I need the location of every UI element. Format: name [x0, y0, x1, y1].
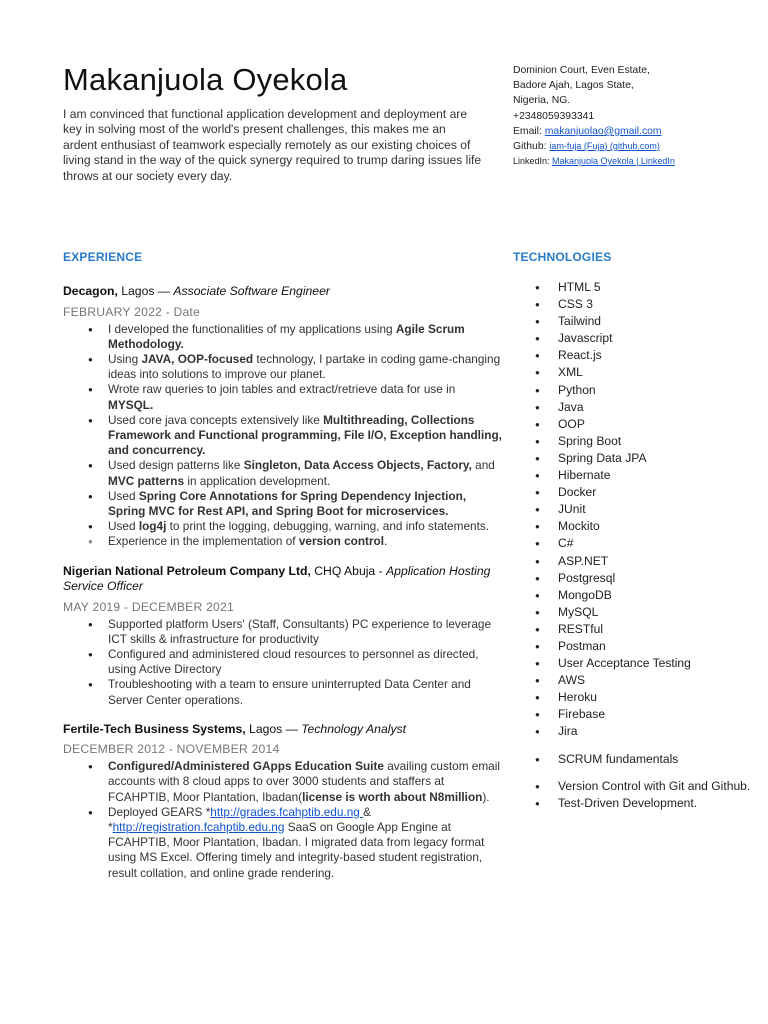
bullet-text: Used core java concepts extensively like: [108, 412, 324, 427]
job-bullet: [63, 519, 503, 534]
job-title: [63, 722, 503, 738]
bullet-text: Used: [108, 488, 139, 503]
email-row: [513, 124, 753, 139]
bullet-text: technology, I partake in coding game-changing ideas into solutions to improve our planet.: [108, 351, 501, 382]
job-title: [63, 564, 503, 595]
technology-item: ● Firebase: [513, 706, 753, 723]
technology-item: ● HTML 5: [513, 279, 753, 296]
technology-item: ● Docker: [513, 484, 753, 501]
bullet-text: Configured/Administered GApps Education Suite: [108, 759, 384, 774]
bullet-text: Using: [108, 351, 142, 366]
bullet-text: & *: [108, 804, 371, 835]
github-label: Github:: [513, 141, 550, 153]
job-bullet: [63, 489, 503, 519]
job-bullet: [63, 647, 503, 677]
bullet-text: Spring Core Annotations for Spring Dependency Injection, Spring MVC for Rest API, and Spring Boot for microservices.: [108, 488, 467, 518]
company-name: Nigerian National Petroleum Company Ltd,: [63, 563, 311, 578]
bullet-text: log4j: [138, 519, 167, 534]
bullet-text: and: [471, 458, 495, 473]
job-location: CHQ Abuja -: [310, 563, 387, 578]
technology-item: ● Tailwind: [513, 313, 753, 330]
email-label: Email:: [513, 125, 545, 137]
bullet-text: license is worth about N8million: [302, 789, 483, 804]
url-link[interactable]: http://registration.fcahptib.edu.ng: [112, 820, 285, 835]
job-role: Technology Analyst: [301, 721, 407, 736]
technology-item: ● Spring Boot: [513, 433, 753, 450]
job-bullet: [63, 322, 503, 352]
technology-item: ● SCRUM fundamentals: [513, 751, 753, 768]
bullet-text: MYSQL.: [108, 397, 154, 412]
technology-item: ● Spring Data JPA: [513, 450, 753, 467]
job-bullets: [63, 759, 503, 881]
job-location: Lagos —: [117, 284, 174, 298]
phone-number: +2348059393341: [513, 110, 595, 122]
bullet-text: Agile Scrum Methodology.: [108, 321, 465, 351]
github-row: [513, 139, 753, 154]
bullet-text: ).: [482, 789, 490, 804]
technology-item: ● XML: [513, 364, 753, 381]
bullet-text: I developed the functionalities of my applications using: [108, 321, 396, 336]
technology-item: ● React.js: [513, 347, 753, 364]
technologies-list: [513, 279, 753, 812]
bullet-text: Configured and administered cloud resources to personnel as directed, using Active Directory: [108, 646, 479, 677]
job-bullet: [63, 617, 503, 647]
technology-item: ● Jira: [513, 723, 753, 740]
company-name: Decagon,: [63, 284, 118, 298]
technologies-heading: TECHNOLOGIES: [513, 250, 612, 264]
technology-item: ● ASP.NET: [513, 553, 753, 570]
job-bullet: [63, 382, 503, 412]
technology-item: ● Heroku: [513, 689, 753, 706]
job-date: FEBRUARY 2022 - Date: [63, 304, 200, 319]
url-link[interactable]: http://grades.fcahptib.edu.ng: [210, 804, 364, 819]
job-date: MAY 2019 - DECEMBER 2021: [63, 599, 234, 614]
job-bullets: [63, 617, 503, 708]
technology-item: ● Hibernate: [513, 467, 753, 484]
experience-heading: EXPERIENCE: [63, 250, 143, 264]
bullet-text: SaaS on Google App Engine at FCAHPTIB, Moor Plantation, Ibadan. I migrated data from legacy format using MS Excel. Offering timely and integrity-based student registration, result collation, and online grade rendering.: [108, 820, 485, 880]
address-line-2: Badore Ajah, Lagos State,: [513, 80, 634, 92]
bullet-text: Troubleshooting with a team to ensure uninterrupted Data Center and Server Center operations.: [108, 677, 471, 707]
technology-item: ● Mockito: [513, 518, 753, 535]
job-entry: [63, 284, 503, 550]
technology-item: ● Java: [513, 399, 753, 416]
contact-block: [513, 63, 753, 169]
bullet-text: Supported platform Users' (Staff, Consultants) PC experience to leverage ICT skills & infrastructure for productivity: [108, 616, 492, 646]
technology-item: ● Javascript: [513, 330, 753, 347]
technology-item: ● JUnit: [513, 501, 753, 518]
linkedin-row: [513, 154, 753, 169]
bullet-text: Wrote raw queries to join tables and extract/retrieve data for use in: [108, 382, 456, 397]
technology-item: ● MySQL: [513, 604, 753, 621]
intro-summary: I am convinced that functional application development and deployment are key in solving most of the world's present challenges, this makes me an ardent enthusiast of teamwork especially remotely as our existing choices of living stand in the way of the quick synergy required to trump daring issues life throws at our society every day.: [63, 107, 482, 183]
bullet-text: Multithreading, Collections Framework and Functional programming, File I/O, Exception handling, and concurrency.: [108, 412, 502, 458]
technology-item: ● Postgresql: [513, 570, 753, 587]
job-bullets: [63, 322, 503, 550]
bullet-text: Singleton, Data Access Objects, Factory,: [243, 458, 472, 473]
linkedin-label: LinkedIn:: [513, 156, 553, 167]
bullet-text: MVC patterns: [108, 473, 185, 488]
bullet-text: availing custom email accounts with 8 cloud apps to over 3000 students and staffers at FCAHPTIB, Moor Plantation, Ibadan(: [108, 759, 500, 804]
experience-list: [63, 284, 503, 891]
technology-item: ● MongoDB: [513, 587, 753, 604]
job-title: [63, 284, 503, 300]
job-bullet: [63, 352, 503, 382]
job-bullet: [63, 759, 503, 805]
job-date: DECEMBER 2012 - NOVEMBER 2014: [63, 742, 280, 757]
github-link[interactable]: iam-fuja (Fuja) (github.com): [549, 141, 660, 152]
technology-item: ● OOP: [513, 416, 753, 433]
technology-item: ● User Acceptance Testing: [513, 655, 753, 672]
technology-item: ● CSS 3: [513, 296, 753, 313]
job-role: Associate Software Engineer: [173, 284, 330, 298]
bullet-text: to print the logging, debugging, warning, and info statements.: [166, 519, 490, 534]
bullet-text: version control: [298, 534, 385, 549]
technology-item: ● Postman: [513, 638, 753, 655]
job-bullet: [63, 534, 503, 549]
technology-item: ● RESTful: [513, 621, 753, 638]
email-link[interactable]: makanjuolao@gmail.com: [544, 125, 662, 137]
bullet-text: Used design patterns like: [108, 458, 244, 473]
job-role: Application Hosting Service Officer: [63, 563, 491, 594]
bullet-text: Used: [108, 519, 139, 534]
bullet-text: .: [384, 534, 388, 549]
company-name: Fertile-Tech Business Systems,: [63, 721, 246, 736]
job-entry: [63, 564, 503, 708]
job-bullet: [63, 677, 503, 707]
candidate-name: Makanjuola Oyekola: [63, 62, 348, 97]
address-line-1: Dominion Court, Even Estate,: [513, 65, 650, 76]
technology-item: ● Test-Driven Development.: [513, 795, 753, 812]
job-bullet: [63, 805, 503, 881]
technology-item: ● Python: [513, 382, 753, 399]
address-line-3: Nigeria, NG.: [513, 95, 571, 107]
technology-item: ● Version Control with Git and Github.: [513, 778, 753, 795]
bullet-text: Experience in the implementation of: [108, 534, 299, 549]
job-entry: [63, 722, 503, 881]
job-bullet: [63, 458, 503, 488]
linkedin-link[interactable]: Makanjuola Oyekola | LinkedIn: [552, 156, 675, 167]
bullet-text: JAVA, OOP-focused: [141, 351, 254, 366]
technology-item: ● C#: [513, 535, 753, 552]
technology-item: ● AWS: [513, 672, 753, 689]
job-bullet: [63, 413, 503, 459]
job-location: Lagos —: [245, 721, 302, 736]
bullet-text: in application development.: [184, 473, 331, 488]
bullet-text: Deployed GEARS *: [108, 804, 211, 819]
